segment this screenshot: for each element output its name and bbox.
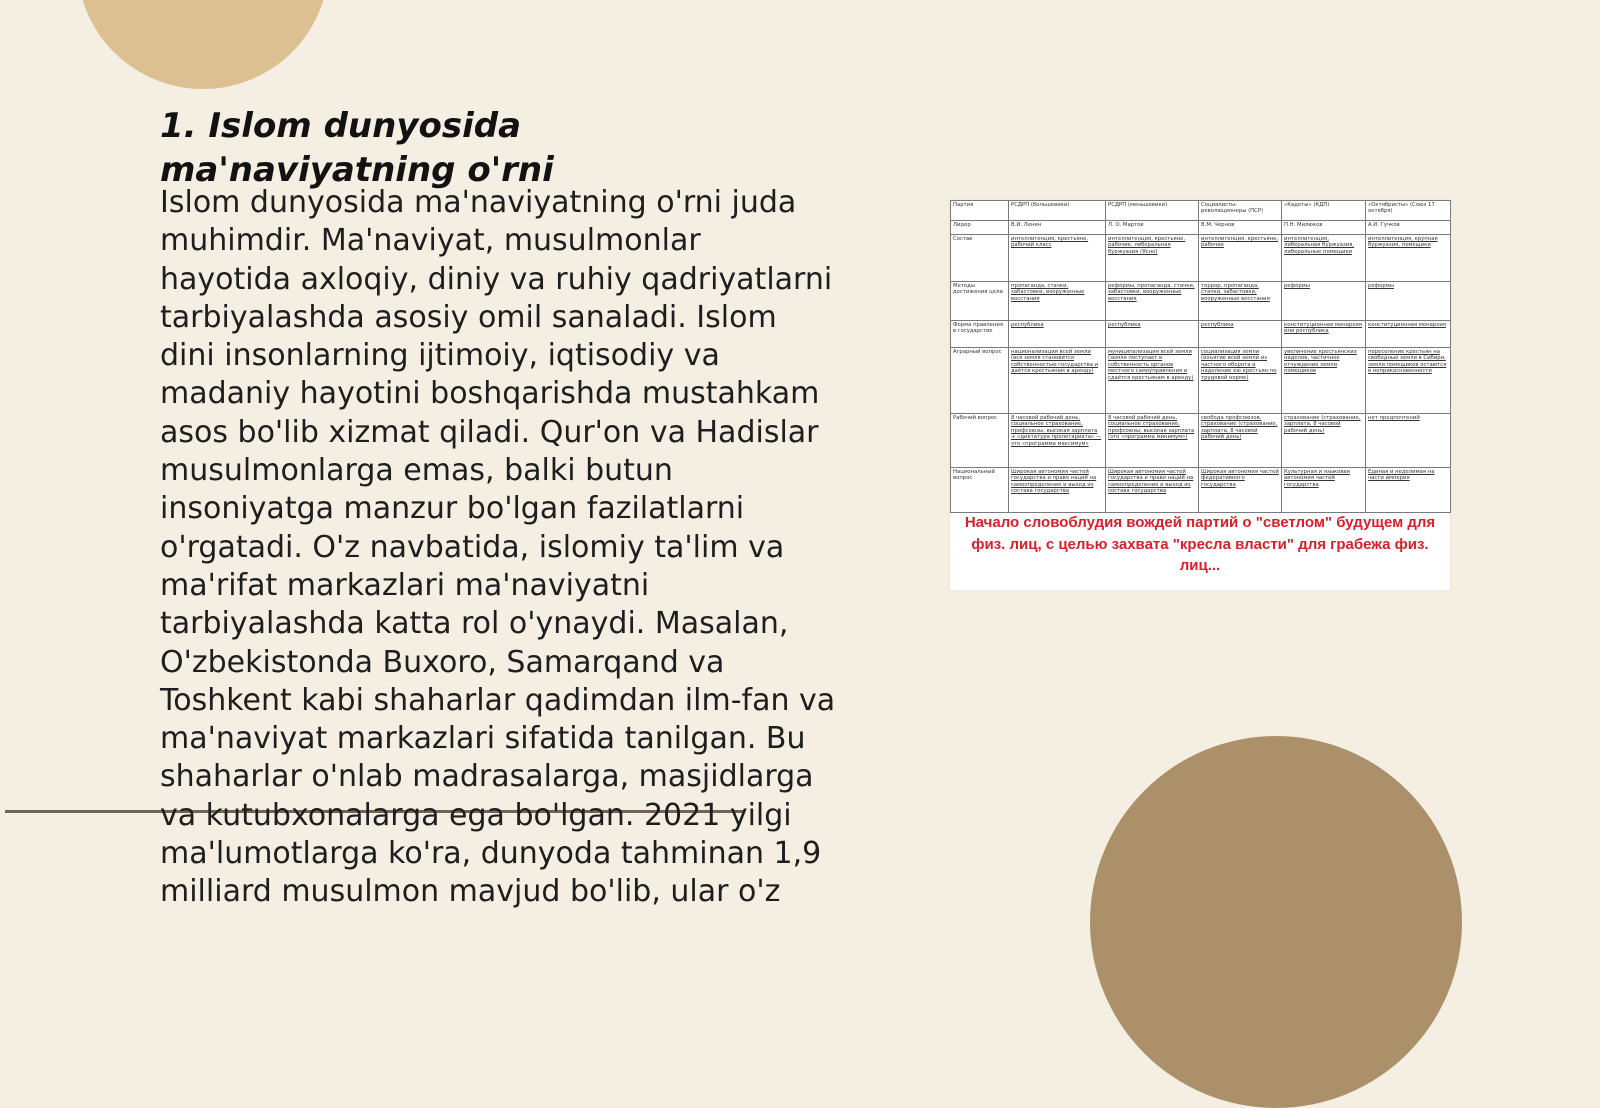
table-cell: реформы, пропаганда, стачки, забастовки, вооруженные восстания [1106,282,1199,321]
image-caption: Начало словоблудия вождей партий о "светлом" будущем для физ. лиц, с целью захвата "кресла власти" для грабежа физ. лиц... [964,514,1436,574]
slide-body-text: Islom dunyosida ma'naviyatning o'rni juda muhimdir. Ma'naviyat, musulmonlar hayotida axloqiy, diniy va ruhiy qadriyatlarni tarbiyalashda asosiy omil sanaladi. Islom dini insonlarning ijtimoiy, iqtisodiy va madaniy hayotini boshqarishda mustahkam asos bo'lib xizmat qiladi. Qur'on va Hadislar musulmonlarga emas, balki butun insoniyatga manzur bo'lgan fazilatlarni o'rgatadi. O'z navbatida, islomiy ta'lim va ma'rifat markazlari ma'naviyatni tarbiyalashda katta rol o'ynaydi. Masalan, O'zbekistonda Buxoro, Samarqand va Toshkent kabi shaharlar qadimdan ilm-fan va ma'naviyat markazlari sifatida tanilgan. Bu shaharlar o'nlab madrasalarga, masjidlarga va kutubxonalarga ega bo'lgan. 2021 yilgi ma'lumotlarga ko'ra, dunyoda tahminan 1,9 milliard musulmon mavjud bo'lib, ular o'z [160,185,836,910]
table-cell: социализация земли (изъятие всей земли из частного оборота и наделение ею крестьян по трудовой норме) [1199,348,1282,414]
table-cell: национализация всей земли (вся земля становится собственностью государства и даётся крестьянам в аренду) [1009,348,1106,414]
table-cell: республика [1009,321,1106,348]
table-cell: республика [1199,321,1282,348]
table-cell: «Октябристы» (Союз 17 октября) [1366,201,1451,221]
table-row [951,235,1451,282]
table-cell: В.И. Ленин [1009,221,1106,235]
table-cell: увеличение крестьянских наделов, частичное отчуждение земли помещиков [1282,348,1366,414]
table-row-header: Методы достижения цели [951,282,1009,321]
table-cell: П.Н. Милюков [1282,221,1366,235]
table-cell: 8 часовой рабочий день, социальное страхование, профсоюзы, высокая зарплата (это «программа минимум») [1106,414,1199,468]
table-row-header: Аграрный вопрос [951,348,1009,414]
table-cell: интеллигенция, крупная буржуазия, помещики [1366,235,1451,282]
table-row [951,414,1451,468]
table-cell: Широкая автономия частей федеративного государства [1199,468,1282,513]
table-cell: А.И. Гучков [1366,221,1451,235]
table-cell: республика [1106,321,1199,348]
table-cell: Широкая автономия частей государства и право наций на самоопределение и выход из состава государства [1009,468,1106,513]
table-row-header: Лидер [951,221,1009,235]
table-cell: интеллигенция, крестьяне, рабочий класс [1009,235,1106,282]
table-cell: 8 часовой рабочий день, социальное страхование, профсоюзы, высокая зарплата + «диктатура пролетариата» — это «программа максимум» [1009,414,1106,468]
table-cell: Л. О. Мартов [1106,221,1199,235]
table-row [951,282,1451,321]
table-row-header: Форма правления в государстве [951,321,1009,348]
table-row [951,348,1451,414]
table-row-header: Рабочий вопрос [951,414,1009,468]
table-cell: Широкая автономия частей государства и право наций на самоопределение и выход из состава государства [1106,468,1199,513]
table-cell: переселение крестьян на свободные земли в Сибири, земли помещиков остаются в неприкосновенности [1366,348,1451,414]
decorative-circle-top [77,0,329,89]
table-cell: В.М. Чернов [1199,221,1282,235]
party-comparison-table [950,200,1451,513]
table-cell: свобода профсоюзов, страхование (страхование, зарплата, 8 часовой рабочий день) [1199,414,1282,468]
decorative-circle-bottom [1090,736,1462,1108]
table-cell: Социалисты-революционеры (ПСР) [1199,201,1282,221]
table-cell: муниципализация всей земли (земля поступает в собственность органов местного самоуправления и сдаётся крестьянам в аренду) [1106,348,1199,414]
table-row [951,468,1451,513]
table-row [951,321,1451,348]
table-row [951,201,1451,221]
table-cell: реформы [1282,282,1366,321]
table-cell: террор, пропаганда, стачки, забастовки, вооруженные восстания [1199,282,1282,321]
table-cell: интеллигенция, крестьяне, рабочие [1199,235,1282,282]
table-row-header: Партия [951,201,1009,221]
table-cell: реформы [1366,282,1451,321]
table-cell: РСДРП (большевики) [1009,201,1106,221]
table-cell: РСДРП (меньшевики) [1106,201,1199,221]
table-cell: интеллигенция, либеральная буржуазия, либеральные помещики [1282,235,1366,282]
table-cell: конституционная монархия [1366,321,1451,348]
party-comparison-image [950,200,1450,590]
table-cell: нет предпочтений [1366,414,1451,468]
table-cell: страхование (страхование, зарплата, 8 часовой рабочий день) [1282,414,1366,468]
table-cell: Единая и неделимая на части империя [1366,468,1451,513]
table-cell: интеллигенция, крестьяне, рабочие, либеральная буржуазия (Ясно) [1106,235,1199,282]
table-row-header: Национальный вопрос [951,468,1009,513]
table-cell: конституционная монархия или республика [1282,321,1366,348]
table-row-header: Состав [951,235,1009,282]
table-cell: Культурная и языковая автономия частей государства [1282,468,1366,513]
table-cell: пропаганда, стачки, забастовки, вооруженные восстания [1009,282,1106,321]
slide-title: 1. Islom dunyosida ma'naviyatning o'rni [160,106,554,190]
table-row [951,221,1451,235]
table-cell: «Кадеты» (КДП) [1282,201,1366,221]
